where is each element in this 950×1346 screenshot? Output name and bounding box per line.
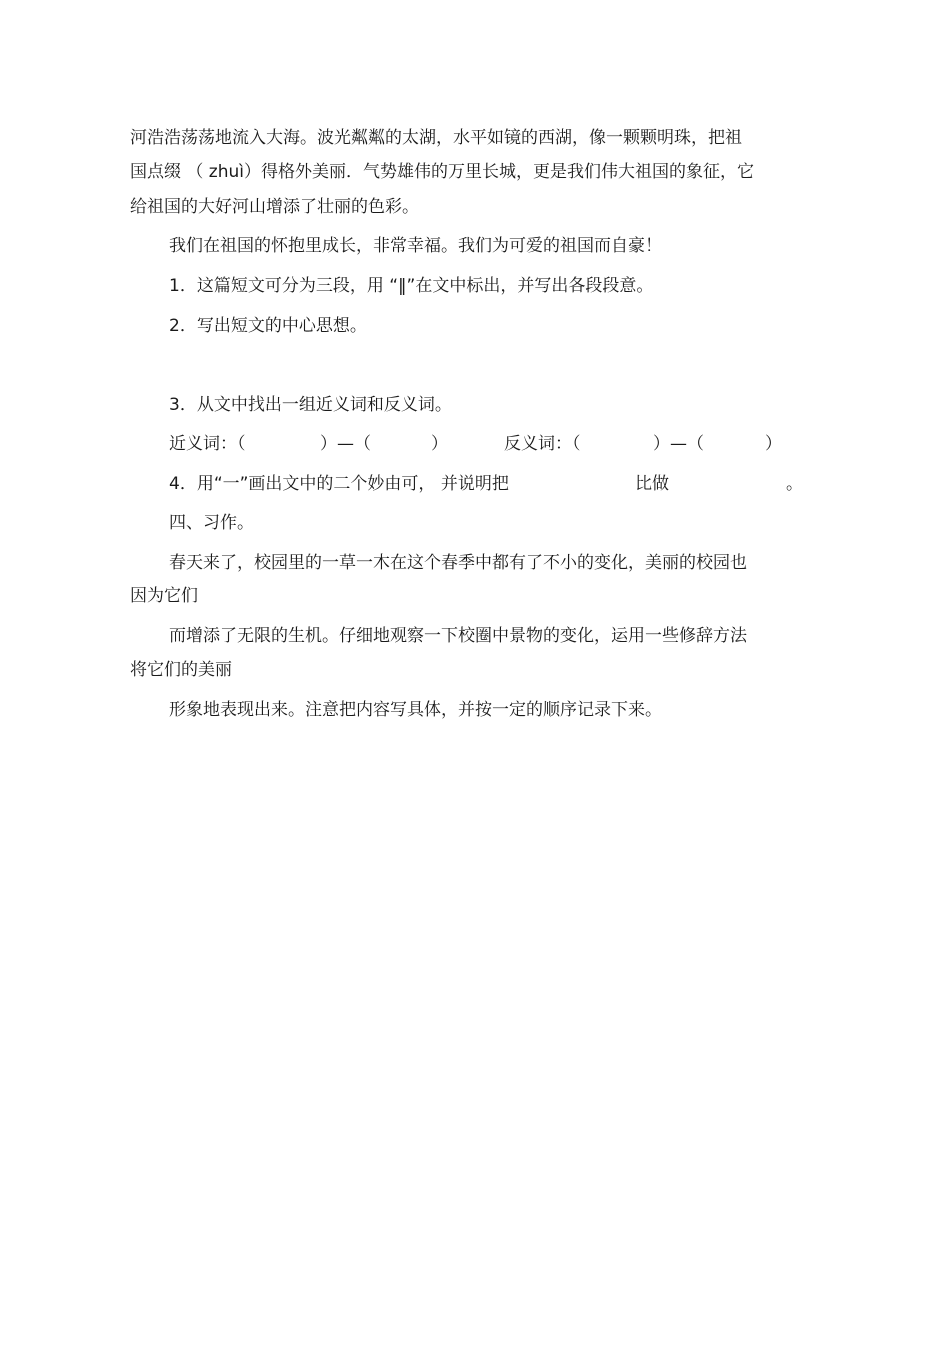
question-2: 2．写出短文的中心思想。 xyxy=(169,316,367,336)
antonym-separator: ）—（ xyxy=(653,434,704,454)
essay-prompt-line-2: 因为它们 xyxy=(130,586,198,606)
essay-prompt-line-4: 将它们的美丽 xyxy=(130,660,232,680)
passage-line-2: 国点缀 （ zhuì）得格外美丽．气势雄伟的万里长城，更是我们伟大祖国的象征，它 xyxy=(130,162,755,182)
synonym-close: ） xyxy=(431,434,448,454)
essay-prompt-line-3: 而增添了无限的生机。仔细地观察一下校圈中景物的变化，运用一些修辞方法 xyxy=(169,626,747,646)
question-3: 3．从文中找出一组近义词和反义词。 xyxy=(169,395,452,415)
antonym-label: 反义词：（ xyxy=(504,434,581,454)
passage-line-1: 河浩浩荡荡地流入大海。波光粼粼的太湖，水平如镜的西湖，像一颗颗明珠，把祖 xyxy=(130,128,742,148)
synonym-separator: ）—（ xyxy=(320,434,371,454)
antonym-close: ） xyxy=(765,434,782,454)
passage-line-4: 我们在祖国的怀抱里成长，非常幸福。我们为可爱的祖国而自豪！ xyxy=(169,236,662,256)
synonym-label: 近义词：（ xyxy=(169,434,246,454)
question-1: 1．这篇短文可分为三段，用 “‖”在文中标出，并写出各段段意。 xyxy=(169,276,654,296)
essay-prompt-line-5: 形象地表现出来。注意把内容写具体，并按一定的顺序记录下来。 xyxy=(169,700,662,720)
question-4: 4．用“一”画出文中的二个妙由可， 并说明把 xyxy=(169,474,509,494)
passage-line-3: 给祖国的大好河山增添了壮丽的色彩。 xyxy=(130,197,419,217)
essay-prompt-line-1: 春天来了，校园里的一草一木在这个春季中都有了不小的变化，美丽的校园也 xyxy=(169,553,747,573)
section-4-heading: 四、习作。 xyxy=(169,513,254,533)
question-4-compare: 比做 xyxy=(635,474,669,494)
question-4-end: 。 xyxy=(786,474,803,494)
